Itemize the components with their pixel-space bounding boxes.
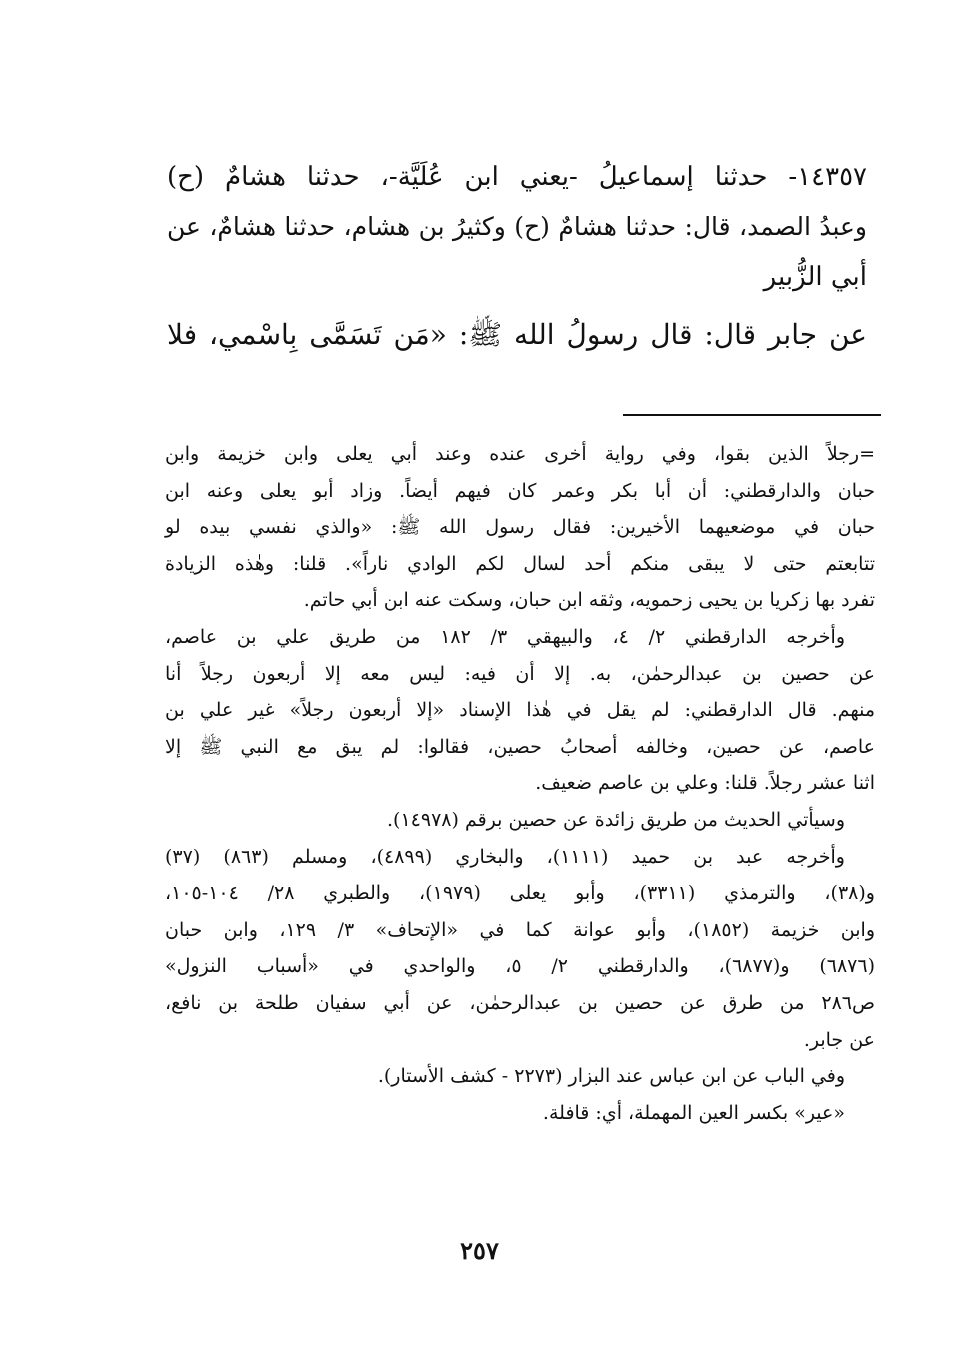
footnote-line: حبان في موضعيهما الأخيرين: فقال رسول الله ﷺ: «والذي نفسي بيده لو	[165, 516, 875, 539]
footnote-line: تتابعتم حتى لا يبقى منكم أحد لسال لكم الوادي ناراً». قلنا: وهٰذه الزيادة	[165, 552, 875, 575]
footnote-line: «عير» بكسر العين المهملة، أي: قافلة.	[542, 1101, 845, 1124]
footnote-line: عاصم، عن حصين، وخالفه أصحابُ حصين، فقالوا: لم يبق مع النبي ﷺ إلا	[165, 735, 875, 758]
footnote-line: عن حصين بن عبدالرحمٰن، به. إلا أن فيه: ليس معه إلا أربعون رجلاً أنا	[165, 662, 875, 685]
footnote-line: وأخرجه عبد بن حميد (١١١١)، والبخاري (٤٨٩٩)، ومسلم (٨٦٣) (٣٧)	[165, 845, 845, 868]
footnote-line: وابن خزيمة (١٨٥٢)، وأبو عوانة كما في «الإتحاف» ٣/ ١٢٩، وابن حبان	[165, 918, 876, 941]
footnote-line: حبان والدارقطني: أن أبا بكر وعمر كان فيهم أيضاً. وزاد أبو يعلى وعنه ابن	[165, 479, 875, 502]
hadith-line: ١٤٣٥٧- حدثنا إسماعيلُ -يعني ابن عُلَيَّة-، حدثنا هشامٌ (ح)	[167, 162, 867, 192]
footnote-line: وسيأتي الحديث من طريق زائدة عن حصين برقم (١٤٩٧٨).	[387, 808, 845, 831]
footnote-line: منهم. قال الدارقطني: لم يقل في هٰذا الإسناد «إلا أربعون رجلاً» غير علي بن	[165, 699, 875, 722]
hadith-line: وعبدُ الصمد، قال: حدثنا هشامٌ (ح) وكثيرُ بن هشام، حدثنا هشامٌ، عن	[167, 212, 867, 241]
footnote-line: وفي الباب عن ابن عباس عند البزار (٢٢٧٣ - كشف الأستار).	[377, 1065, 845, 1088]
footnotes	[165, 436, 875, 1131]
footnote-line: اثنا عشر رجلاً. قلنا: وعلي بن عاصم ضعيف.	[535, 772, 875, 795]
footnote-line: عن جابر.	[803, 1028, 875, 1051]
footnote-line: تفرد بها زكريا بن يحيى زحمويه، وثقه ابن حبان، وسكت عنه ابن أبي حاتم.	[303, 589, 875, 612]
footnote-line: و(٣٨)، والترمذي (٣٣١١)، وأبو يعلى (١٩٧٩)، والطبري ٢٨/ ١٠٤-١٠٥،	[165, 882, 875, 905]
hadith-text	[167, 152, 867, 360]
hadith-line: أبي الزُّبير	[763, 262, 867, 292]
page-number: ٢٥٧	[460, 1236, 499, 1265]
footnote-line: =رجلاً الذين بقوا، وفي رواية أخرى عنده وعند أبي يعلى وابن خزيمة وابن	[165, 443, 875, 465]
footnote-line: (٦٨٧٦) و(٦٨٧٧)، والدارقطني ٢/ ٥، والواحدي في «أسباب النزول»	[165, 955, 875, 978]
footnote-separator	[623, 414, 881, 416]
footnote-line: وأخرجه الدارقطني ٢/ ٤، والبيهقي ٣/ ١٨٢ من طريق علي بن عاصم،	[165, 625, 845, 648]
hadith-line: عن جابر قال: قال رسولُ الله ﷺ: «مَن تَسَمَّى بِاسْمي، فلا	[167, 318, 867, 351]
footnote-line: ص٢٨٦ من طرق عن حصين بن عبدالرحمٰن، عن أبي سفيان طلحة بن نافع،	[165, 991, 875, 1014]
